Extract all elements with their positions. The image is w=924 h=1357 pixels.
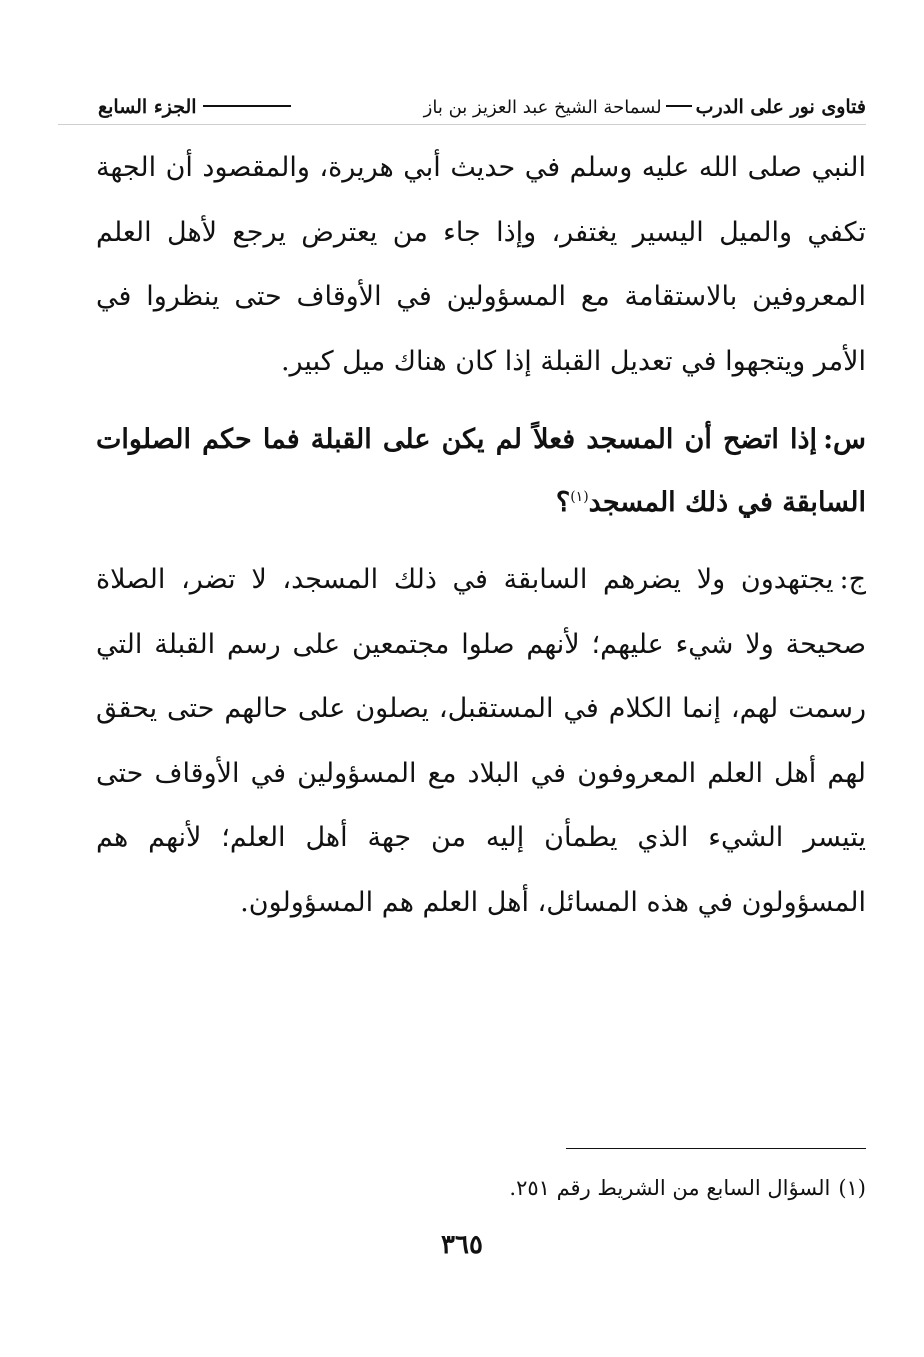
running-header: [98, 84, 866, 118]
answer-text: يجتهدون ولا يضرهم السابقة في ذلك المسجد، لا تضر، الصلاة صحيحة ولا شيء عليهم؛ لأنهم صلوا مجتمعين على رسم القبلة التي رسمت لهم، إنما الكلام في المستقبل، يصلون على حالهم حتى يحقق لهم أهل العلم المعروفون في البلاد مع المسؤولين في الأوقاف حتى يتيسر الشيء الذي يطمأن إليه من جهة أهل العلم؛ لأنهم هم المسؤولون في هذه المسائل، أهل العلم هم المسؤولون.: [96, 564, 866, 918]
paragraph-continuation: النبي صلى الله عليه وسلم في حديث أبي هريرة، والمقصود أن الجهة تكفي والميل اليسير يغتفر، وإذا جاء من يعترض يرجع لأهل العلم المعروفين بالاستقامة مع المسؤولين في الأوقاف حتى ينظروا في الأمر ويتجهوا في تعديل القبلة إذا كان هناك ميل كبير.: [96, 152, 866, 377]
book-title: فتاوى نور على الدرب: [695, 96, 866, 118]
author-name: لسماحة الشيخ عبد العزيز بن باز: [423, 97, 662, 118]
page-number: ٣٦٥: [441, 1230, 483, 1260]
part-title: الجزء السابع: [98, 96, 197, 118]
answer-label: ج:: [839, 564, 866, 595]
footnote-number: (١): [838, 1176, 866, 1200]
footnote: [96, 1168, 866, 1208]
header-rule: [58, 124, 866, 125]
header-left-group: [424, 96, 866, 118]
answer-block: [96, 548, 866, 935]
header-line: [203, 105, 291, 107]
question-block: [96, 408, 866, 534]
footnote-text: السؤال السابع من الشريط رقم ٢٥١.: [509, 1176, 831, 1200]
footnote-reference[interactable]: (١): [570, 489, 589, 505]
question-mark: ؟: [555, 487, 571, 518]
header-dash: [666, 105, 692, 107]
footnote-separator: [566, 1148, 866, 1149]
header-right-group: [98, 96, 297, 118]
question-text: إذا اتضح أن المسجد فعلاً لم يكن على القبلة فما حكم الصلوات السابقة في ذلك المسجد: [96, 424, 866, 518]
question-label: س:: [823, 424, 866, 455]
